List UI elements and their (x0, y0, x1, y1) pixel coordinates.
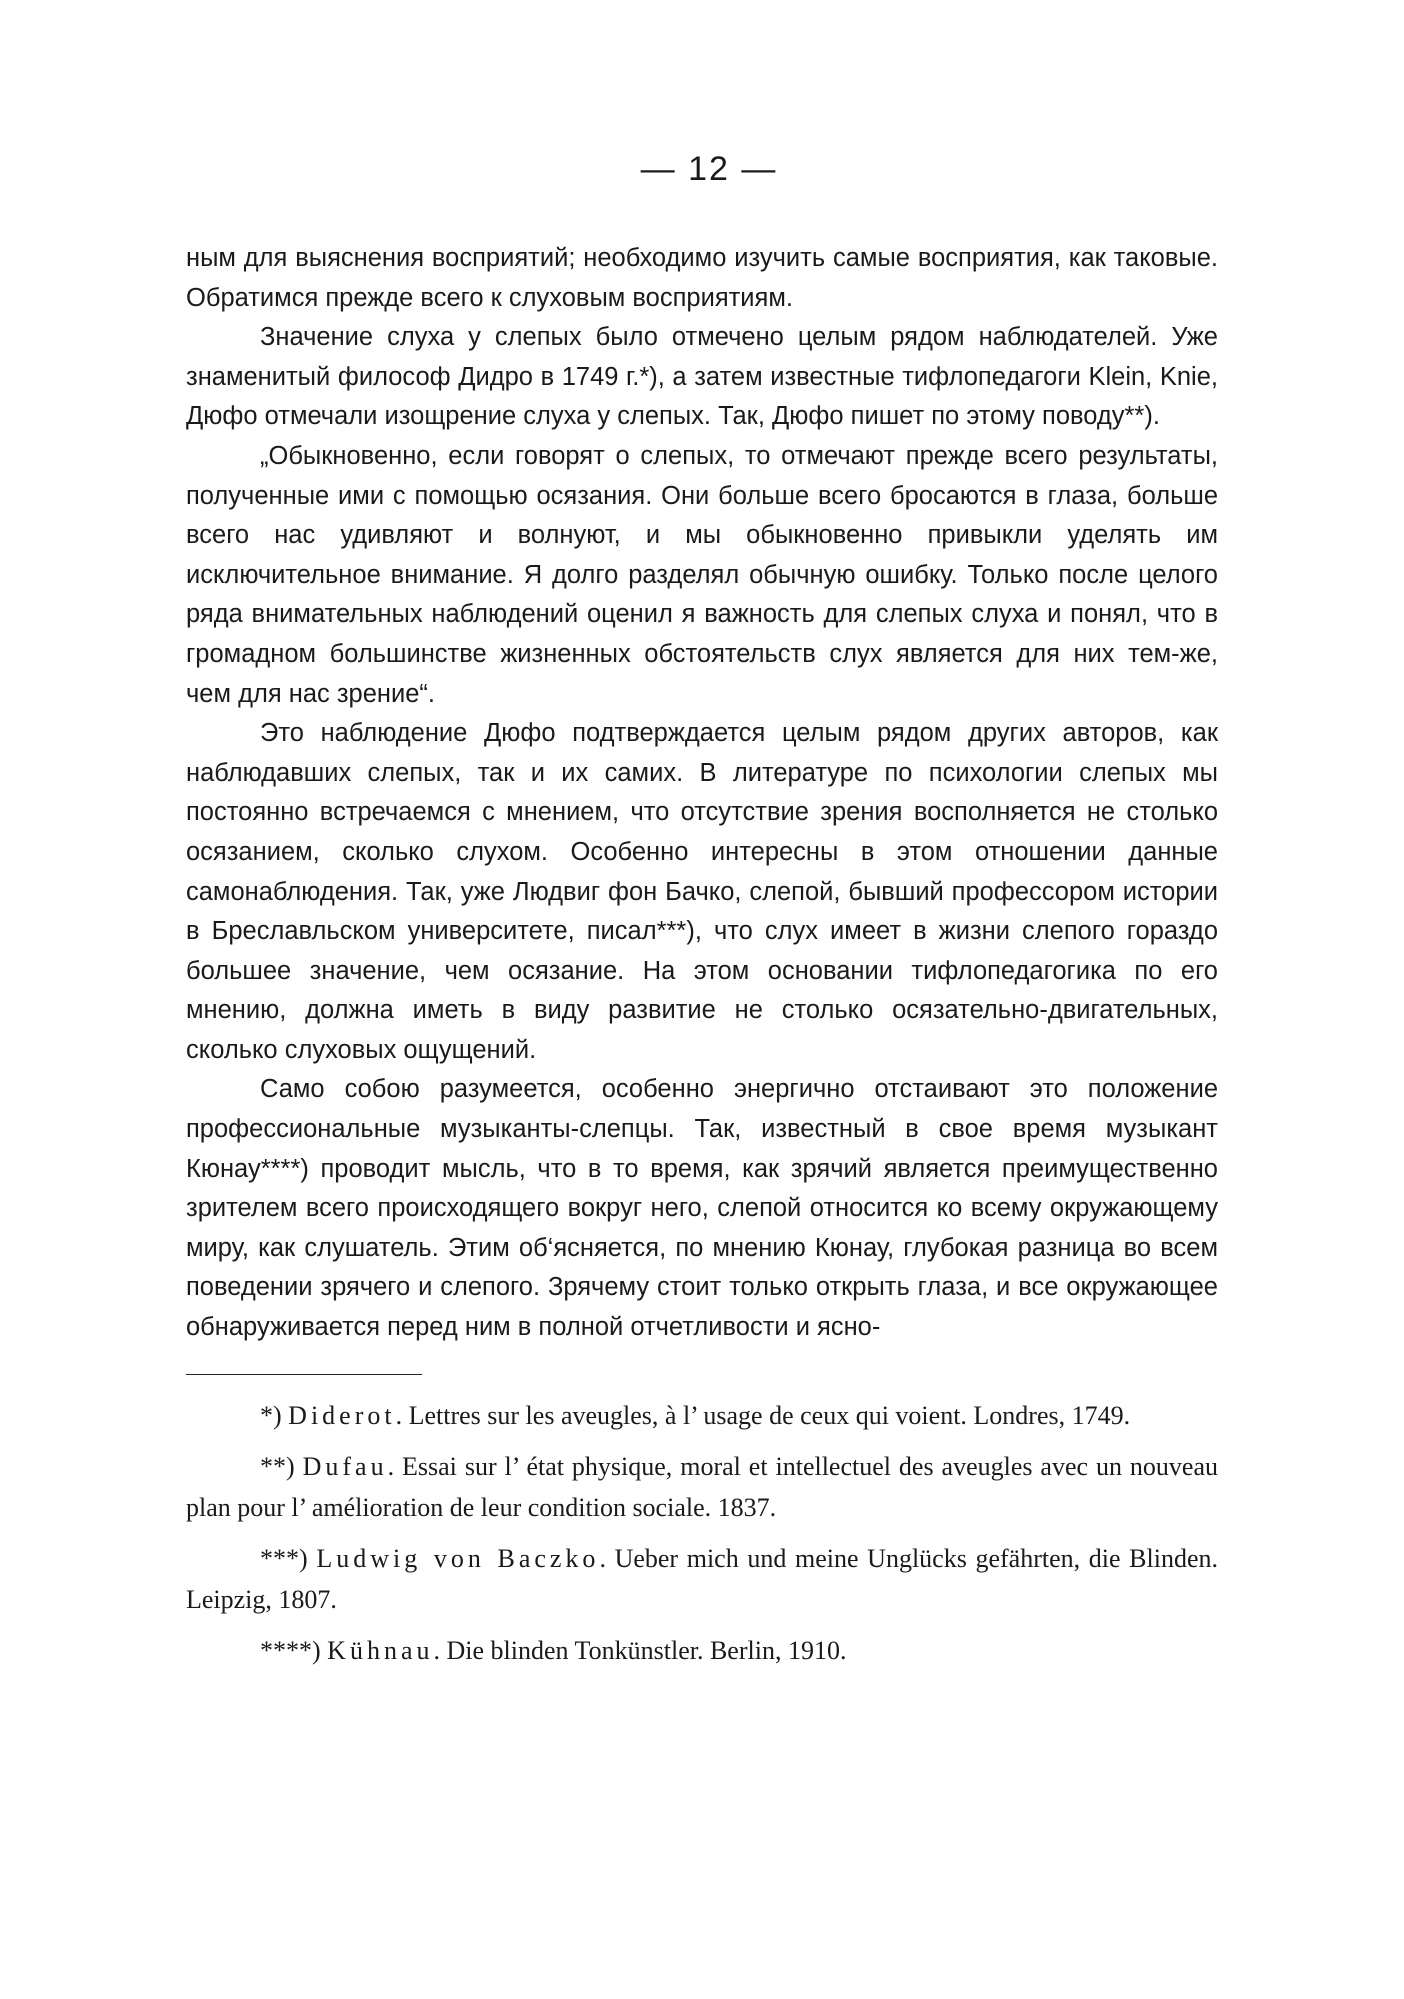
paragraph-dufau-quote: „Обыкновенно, если говорят о слепых, то отмечают прежде всего результаты, полученные ими с помощью осязания. Они больше всего бросаются в глаза, больше всего нас удивляют и волнуют, и мы обыкновенно привыкли уделять им исключительное внимание. Я долго разделял обычную ошибку. Только после целого ряда внимательных наблюдений оценил я важность для слепых слуха и понял, что в громадном большинстве жизненных обстоятельств слух является для них тем-же, чем для нас зрение“. (186, 441, 1218, 708)
footnote-text: . Lettres sur les aveugles, à l’ usage de ceux qui voient. Londres, 1749. (395, 1400, 1131, 1430)
paragraph-continuation: ным для выяснения восприятий; необходимо изучить самые восприятия, как таковые. Обратимся прежде всего к слуховым восприятиям. (186, 244, 1218, 312)
document-page (186, 150, 1218, 1681)
paragraph-other-authors: Это наблюдение Дюфо подтверждается целым рядом других авторов, как наблюдавших слепых, так и их самих. В литературе по психологии слепых мы постоянно встречаемся с мнением, что отсутствие зрения восполняется не столько осязанием, сколько слухом. Особенно интересны в этом отношении данные самонаблюдения. Так, уже Людвиг фон Бачко, слепой, бывший профессором истории в Бреславльском университете, писал***), что слух имеет в жизни слепого гораздо большее значение, чем осязание. На этом основании тифлопедагогика по его мнению, должна иметь в виду развитие не столько осязательно-двигательных, сколько слуховых ощущений. (186, 719, 1218, 1064)
footnote-mark: ***) (260, 1543, 308, 1573)
footnote-author: Diderot (288, 1400, 396, 1430)
page-number: — 12 — (640, 150, 778, 188)
footnote-mark: *) (260, 1400, 282, 1430)
footnote-text: . Essai sur l’ état physique, moral et intellectuel des aveugles avec un nouveau plan pour l’ amélioration de leur condition sociale. 1837. (186, 1451, 1218, 1522)
footnotes (186, 1395, 1218, 1671)
footnote-4 (186, 1630, 1218, 1671)
footnote-1 (186, 1395, 1218, 1436)
footnote-3 (186, 1538, 1218, 1620)
paragraph-hearing-significance: Значение слуха у слепых было отмечено целым рядом наблюдателей. Уже знаменитый философ Дидро в 1749 г.*), а затем известные тифлопедагоги Klein, Knie, Дюфо отмечали изощрение слуха у слепых. Так, Дюфо пишет по этому поводу**). (186, 323, 1218, 431)
footnote-author: Kühnau (327, 1635, 434, 1665)
paragraph-musicians: Само собою разумеется, особенно энергично отстаивают это положение профессиональные музыканты-слепцы. Так, известный в свое время музыкант Кюнау****) проводит мысль, что в то время, как зрячий является преимущественно зрителем всего происходящего вокруг него, слепой относится ко всему окружающему миру, как слушатель. Этим об‘ясняется, по мнению Кюнау, глубокая разница во всем поведении зрячего и слепого. Зрячему стоит только открыть глаза, и все окружающее обнаруживается перед ним в полной отчетливости и ясно- (186, 1075, 1218, 1342)
footnote-author: Dufau (302, 1451, 388, 1481)
footnote-text: . Die blinden Tonkünstler. Berlin, 1910. (433, 1635, 847, 1665)
footnote-author: Ludwig von Baczko (316, 1543, 600, 1573)
footnote-mark: **) (260, 1451, 295, 1481)
footnote-2 (186, 1446, 1218, 1528)
body-text (186, 239, 1218, 1348)
footnote-divider (186, 1374, 422, 1375)
footnote-text: . Ueber mich und meine Unglücks gefährten, die Blinden. Leipzig, 1807. (186, 1543, 1218, 1614)
footnote-mark: ****) (260, 1635, 321, 1665)
